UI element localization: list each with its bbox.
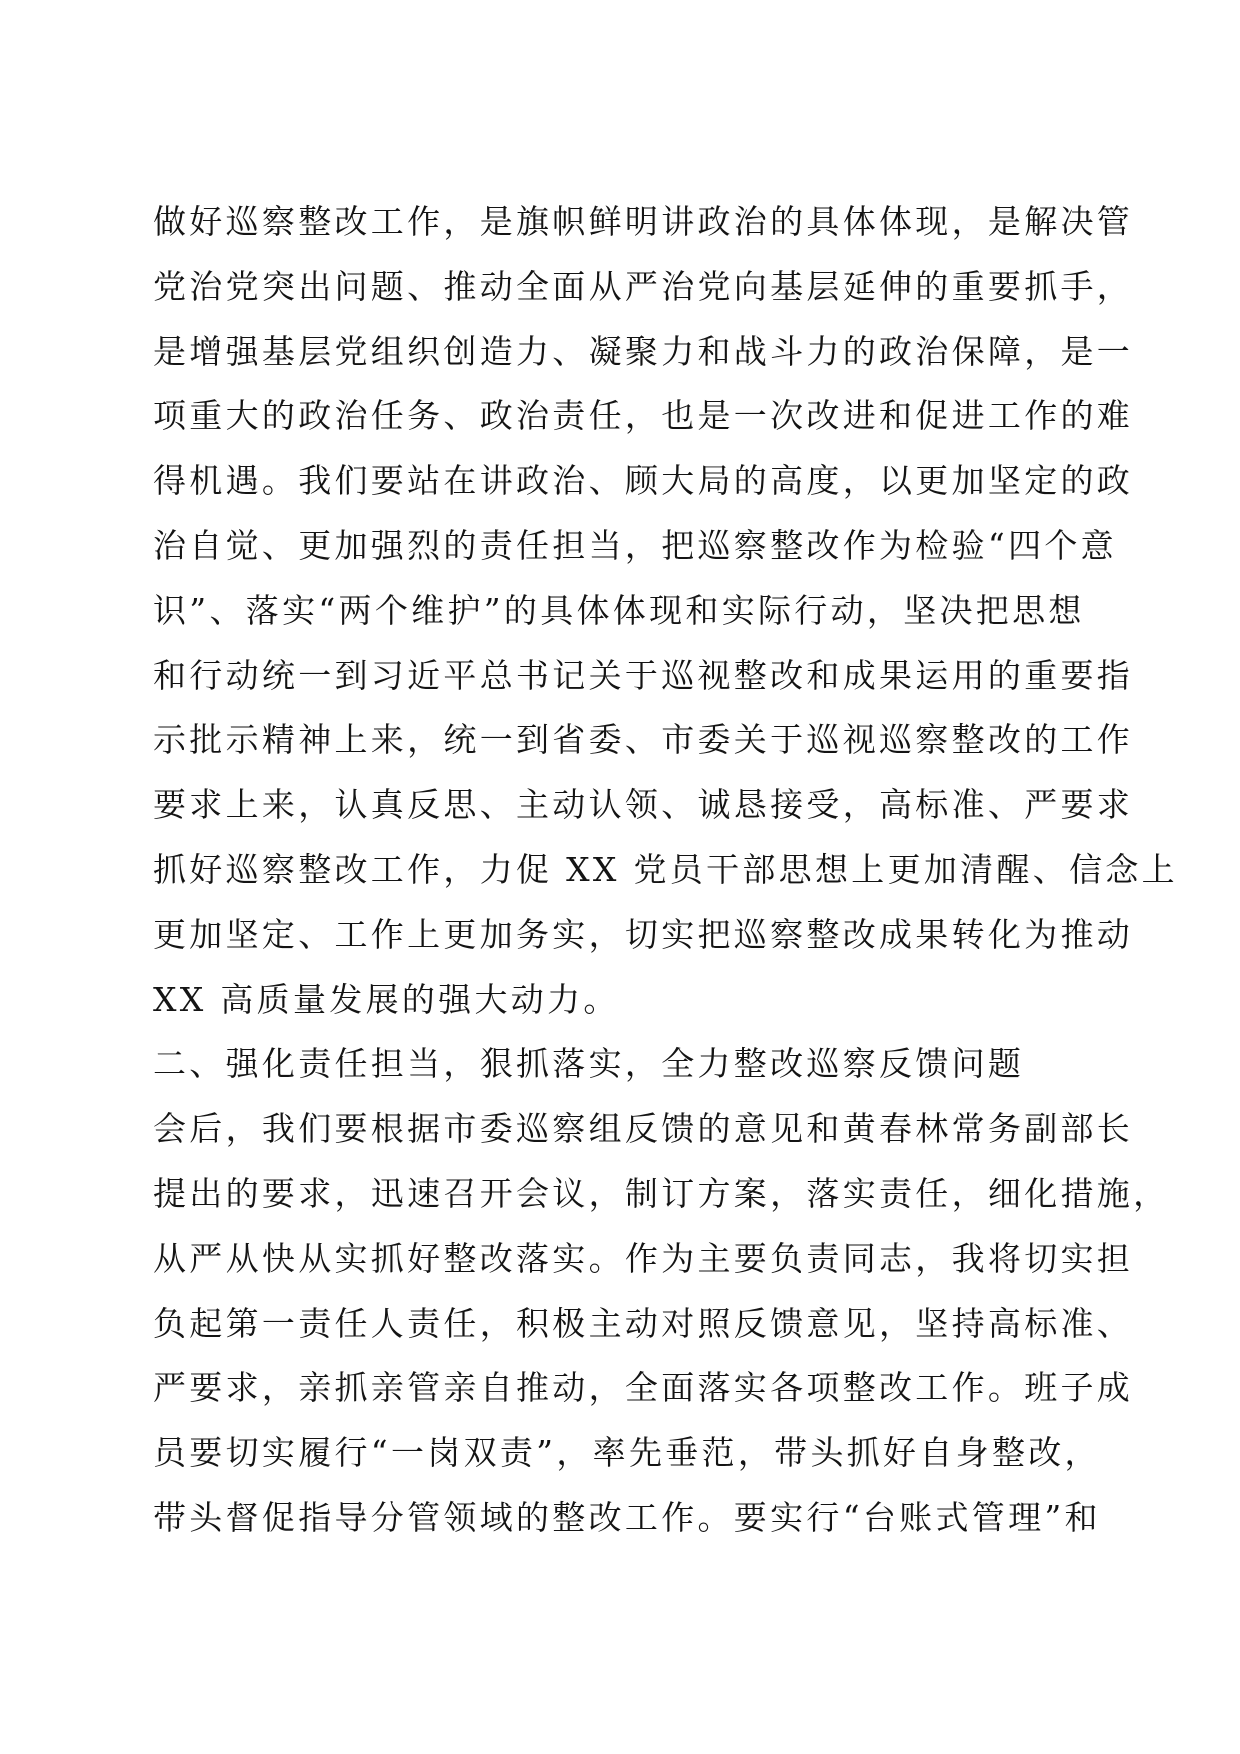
paragraph-line: 严要求，亲抓亲管亲自推动，全面落实各项整改工作。班子成: [153, 1368, 1134, 1408]
paragraph-line: 会后，我们要根据市委巡察组反馈的意见和黄春林常务副部长: [153, 1109, 1134, 1149]
paragraph-line: 从严从快从实抓好整改落实。作为主要负责同志，我将切实担: [153, 1238, 1134, 1278]
paragraph-line: 提出的要求，迅速召开会议，制订方案，落实责任，细化措施，: [153, 1173, 1170, 1213]
paragraph-line: 做好巡察整改工作，是旗帜鲜明讲政治的具体体现，是解决管: [153, 202, 1134, 241]
paragraph-2: [153, 1097, 1170, 1551]
paragraph-line: 是增强基层党组织创造力、凝聚力和战斗力的政治保障，是一: [153, 331, 1134, 371]
paragraph-line: 得机遇。我们要站在讲政治、顾大局的高度，以更加坚定的政: [153, 461, 1134, 501]
paragraph-line: 示批示精神上来，统一到省委、市委关于巡视巡察整改的工作: [153, 720, 1134, 760]
paragraph-1: [153, 190, 1178, 1032]
paragraph-line: 更加坚定、工作上更加务实，切实把巡察整改成果转化为推动: [153, 914, 1134, 954]
paragraph-line: XX 高质量发展的强大动力。: [153, 979, 620, 1019]
paragraph-line: 治自觉、更加强烈的责任担当，把巡察整改作为检验“四个意: [153, 525, 1117, 565]
paragraph-line: 负起第一责任人责任，积极主动对照反馈意见，坚持高标准、: [153, 1303, 1134, 1343]
paragraph-line: 识”、落实“两个维护”的具体体现和实际行动，坚决把思想: [153, 590, 1085, 630]
paragraph-line: 员要切实履行“一岗双责”，率先垂范，带头抓好自身整改，: [153, 1433, 1101, 1473]
paragraph-line: 抓好巡察整改工作，力促 XX 党员干部思想上更加清醒、信念上: [153, 849, 1178, 889]
paragraph-line: 项重大的政治任务、政治责任，也是一次改进和促进工作的难: [153, 396, 1134, 436]
paragraph-line: 带头督促指导分管领域的整改工作。要实行“台账式管理”和: [153, 1497, 1101, 1537]
paragraph-line: 和行动统一到习近平总书记关于巡视整改和成果运用的重要指: [153, 655, 1134, 695]
document-body: [153, 190, 1178, 1551]
paragraph-line: 要求上来，认真反思、主动认领、诚恳接受，高标准、严要求: [153, 785, 1134, 825]
section-heading: 二、强化责任担当，狠抓落实，全力整改巡察反馈问题: [153, 1044, 1025, 1084]
paragraph-line: 党治党突出问题、推动全面从严治党向基层延伸的重要抓手，: [153, 266, 1134, 306]
